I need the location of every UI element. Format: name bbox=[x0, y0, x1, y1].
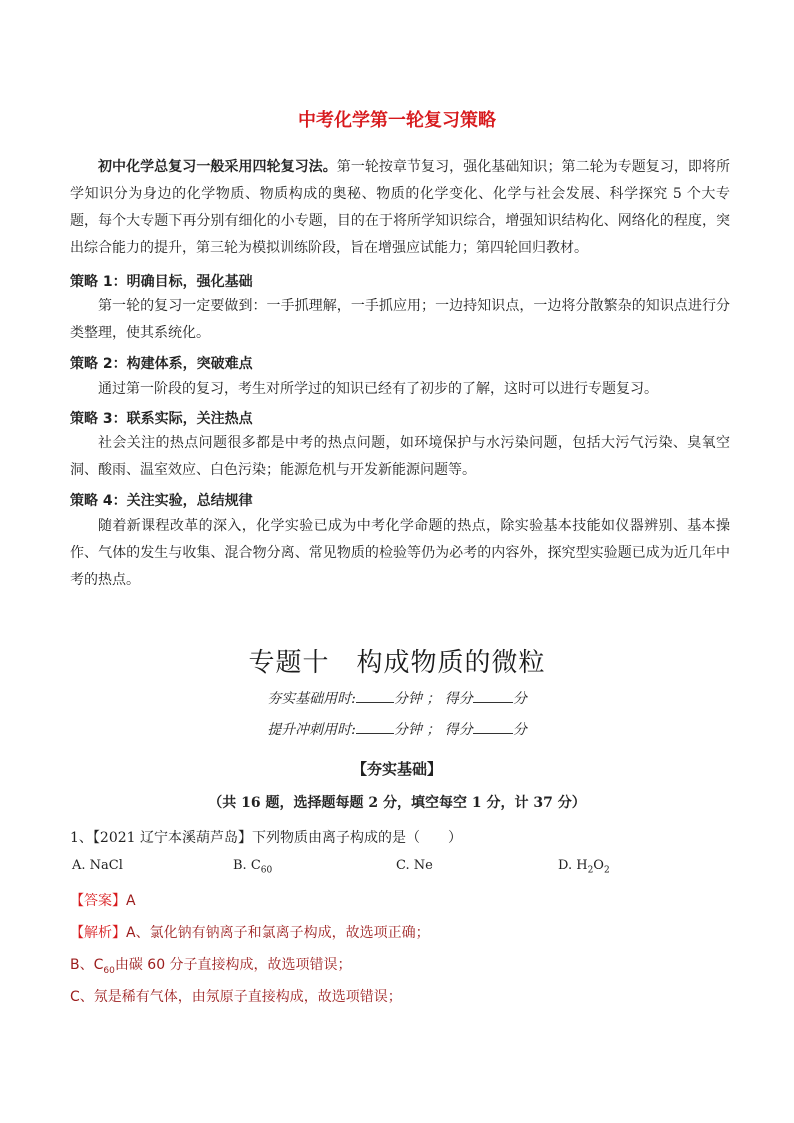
option-d-text: D. H bbox=[558, 858, 588, 873]
strategy-3-title: 策略 3：联系实际，关注热点 bbox=[70, 411, 253, 427]
answer-value: A bbox=[126, 893, 136, 909]
time-blank-basic[interactable] bbox=[356, 688, 394, 703]
option-b-subscript: 60 bbox=[260, 865, 273, 876]
timing-advanced-label: 提升冲刺用时: bbox=[267, 722, 356, 738]
strategy-1-title: 策略 1：明确目标，强化基础 bbox=[70, 274, 253, 290]
analysis-line-b bbox=[70, 954, 352, 976]
strategy-4-title: 策略 4：关注实验，总结规律 bbox=[70, 493, 253, 509]
option-a[interactable]: A. NaCl bbox=[72, 858, 123, 873]
analysis-line-c: C、氖是稀有气体，由氖原子直接构成，故选项错误； bbox=[70, 989, 402, 1005]
strategy-2-text: 通过第一阶段的复习，考生对所学过的知识已经有了初步的了解，这时可以进行专题复习。 bbox=[98, 381, 658, 397]
timing-basic-unit1: 分钟 ； 得分 bbox=[393, 691, 473, 707]
analysis-a-text: A、氯化钠有钠离子和氯离子构成，故选项正确； bbox=[126, 925, 430, 941]
time-blank-advanced[interactable] bbox=[356, 719, 394, 734]
option-c[interactable]: C. Ne bbox=[396, 858, 433, 873]
strategy-4-text: 随着新课程改革的深入，化学实验已成为中考化学命题的热点，除实验基本技能如仪器辨别、基本操作、气体的发生与收集、混合物分离、常见物质的检验等仍为必考的内容外，探究型实验题已成为近几年中考的热点。 bbox=[70, 518, 730, 588]
main-title: 中考化学第一轮复习策略 bbox=[298, 110, 496, 131]
strategy-1-text: 第一轮的复习一定要做到：一手抓理解，一手抓应用；一边持知识点，一边将分散繁杂的知识点进行分类整理，使其系统化。 bbox=[70, 298, 730, 341]
answer-tag: 【答案】 bbox=[70, 893, 126, 909]
timing-advanced-unit2: 分 bbox=[512, 722, 527, 738]
score-blank-advanced[interactable] bbox=[473, 719, 513, 734]
timing-basic-unit2: 分 bbox=[512, 691, 527, 707]
option-d-mid: O bbox=[593, 858, 604, 873]
topic-title: 专题十 构成物质的微粒 bbox=[248, 648, 546, 678]
intro-lead: 初中化学总复习一般采用四轮复习法。 bbox=[98, 159, 337, 175]
option-b[interactable] bbox=[233, 858, 272, 876]
question-1-stem: 1、【2021 辽宁本溪葫芦岛】下列物质由离子构成的是（ ） bbox=[70, 830, 462, 846]
strategy-2-title: 策略 2：构建体系，突破难点 bbox=[70, 356, 253, 372]
analysis-tag: 【解析】 bbox=[70, 925, 126, 941]
answer-line bbox=[70, 890, 136, 910]
option-d-subscript-2: 2 bbox=[603, 865, 610, 876]
intro-paragraph bbox=[70, 154, 730, 262]
timing-line-advanced bbox=[0, 719, 794, 739]
section-heading: 【夯实基础】 bbox=[351, 760, 442, 778]
option-b-text: B. C bbox=[233, 858, 261, 873]
timing-line-basic bbox=[0, 688, 794, 708]
timing-advanced-unit1: 分钟 ； 得分 bbox=[393, 722, 473, 738]
analysis-b-rest: 由碳 60 分子直接构成，故选项错误； bbox=[114, 957, 352, 973]
scoring-note: （共 16 题，选择题每题 2 分，填空每空 1 分，计 37 分） bbox=[208, 795, 586, 811]
timing-basic-label: 夯实基础用时: bbox=[267, 691, 356, 707]
analysis-b-prefix: B、C bbox=[70, 957, 104, 973]
strategy-3-text: 社会关注的热点问题很多都是中考的热点问题，如环境保护与水污染问题，包括大污气污染、臭氧空洞、酸雨、温室效应、白色污染；能源危机与开发新能源问题等。 bbox=[70, 435, 730, 478]
option-d[interactable] bbox=[558, 858, 610, 876]
analysis-line-a bbox=[70, 922, 430, 942]
score-blank-basic[interactable] bbox=[473, 688, 513, 703]
option-d-subscript-1: 2 bbox=[587, 865, 594, 876]
analysis-b-subscript: 60 bbox=[103, 965, 115, 976]
intro-body: 第一轮按章节复习，强化基础知识；第二轮为专题复习，即将所学知识分为身边的化学物质、物质构成的奥秘、物质的化学变化、化学与社会发展、科学探究 5 个大专题，每个大专题下再分别有细化的小专题，目的在于将所学知识综合，增强知识结构化、网络化的程度，突出综合能力的提升，第三轮为模拟训练阶段，旨在增强应试能力；第四轮回归教材。 bbox=[70, 159, 731, 256]
